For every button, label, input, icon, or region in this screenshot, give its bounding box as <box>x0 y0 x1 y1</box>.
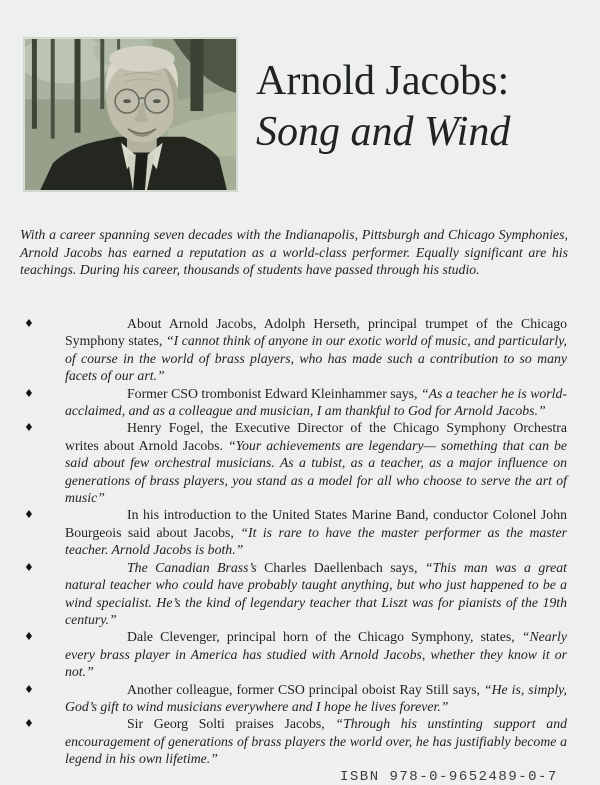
quotes-list <box>0 315 600 768</box>
diamond-bullet-icon: ♦ <box>24 386 34 400</box>
title-line-2: Song and Wind <box>256 109 511 155</box>
quote-segment: Dale Clevenger, principal horn of the Chicago Symphony, states, <box>127 629 522 645</box>
quote-text <box>65 386 567 418</box>
title-line-1: Arnold Jacobs: <box>256 58 510 104</box>
intro-paragraph: With a career spanning seven decades with the Indianapolis, Pittsburgh and Chicago Symphonies, Arnold Jacobs has earned a reputation as a world-class performer. Equally significant are his teachings. During his career, thousands of students have passed through his studio. <box>20 227 568 278</box>
quote-text <box>65 507 567 557</box>
diamond-bullet-icon: ♦ <box>24 630 34 644</box>
quote-item <box>0 715 600 767</box>
quote-text <box>65 682 567 714</box>
quote-text <box>65 420 567 505</box>
quote-segment: About Arnold Jacobs, Adolph Herseth, principal trumpet of the Chicago Symphony states, <box>65 316 567 349</box>
quote-text <box>65 716 567 766</box>
diamond-bullet-icon: ♦ <box>24 317 34 330</box>
diamond-bullet-icon: ♦ <box>24 508 34 522</box>
quote-text <box>65 316 567 383</box>
quote-segment: Henry Fogel, the Executive Director of the Chicago Symphony Orchestra writes about Arnold Jacobs. <box>65 420 567 453</box>
quote-segment-italic: “Your achievements are legendary— something that can be said about few orchestral musicians. As a tubist, as a teacher, as a major influence on generations of brass players, you stand as a model for all who choose to serve the art of music” <box>65 437 567 506</box>
quote-segment-italic: “Nearly every brass player in America has studied with Arnold Jacobs, whether they know it or not.” <box>65 629 567 680</box>
page-title <box>256 56 596 158</box>
quote-segment-italic: “I cannot think of anyone in our exotic world of music, and particularly, of course in the world of brass players, who has made such a contribution to so many facets of our art.” <box>65 333 568 384</box>
quote-item <box>0 681 600 716</box>
arnold-jacobs-portrait-photo <box>23 37 238 192</box>
quote-segment-italic: “It is rare to have the master performer as the master teacher. Arnold Jacobs is both.” <box>65 524 567 558</box>
quote-item <box>0 385 600 420</box>
diamond-bullet-icon: ♦ <box>24 560 34 574</box>
quote-segment-italic: “He is, simply, God’s gift to wind musicians everywhere and I hope he lives forever.” <box>65 681 567 714</box>
diamond-bullet-icon: ♦ <box>24 421 34 435</box>
quote-segment: Former CSO trombonist Edward Kleinhammer says, <box>127 385 421 401</box>
quote-item <box>0 315 600 385</box>
quote-item <box>0 628 600 680</box>
quote-segment-italic: “This man was a great natural teacher who could have probably taught anything, but who just happened to be a wind specialist. He’s the kind of legendary teacher that Liszt was for pianists of the 19th century.” <box>65 559 567 627</box>
quote-segment-italic: The Canadian Brass’s <box>127 559 265 575</box>
portrait-photo-graphic <box>24 38 237 191</box>
quote-segment-italic: “Through his unstinting support and encouragement of generations of brass players the world over, he has justifiably become a legend in his own lifetime.” <box>65 716 567 767</box>
quote-segment: Another colleague, former CSO principal oboist Ray Still says, <box>127 681 484 697</box>
quote-segment: Charles Daellenbach says, <box>264 559 425 575</box>
quote-item <box>0 506 600 558</box>
diamond-bullet-icon: ♦ <box>24 717 34 731</box>
diamond-bullet-icon: ♦ <box>24 682 34 696</box>
quote-segment: In his introduction to the United States Marine Band, conductor Colonel John Bourgeois said about Jacobs, <box>65 507 567 540</box>
quote-text <box>65 560 567 627</box>
quote-segment: Sir Georg Solti praises Jacobs, <box>127 716 336 732</box>
quote-item <box>0 419 600 506</box>
quote-segment-italic: “As a teacher he is world-acclaimed, and as a colleague and musician, I am thankful to God for Arnold Jacobs.” <box>65 385 567 419</box>
quote-text <box>65 629 567 679</box>
isbn-text: ISBN 978-0-9652489-0-7 <box>340 769 558 785</box>
quote-item <box>0 559 600 629</box>
